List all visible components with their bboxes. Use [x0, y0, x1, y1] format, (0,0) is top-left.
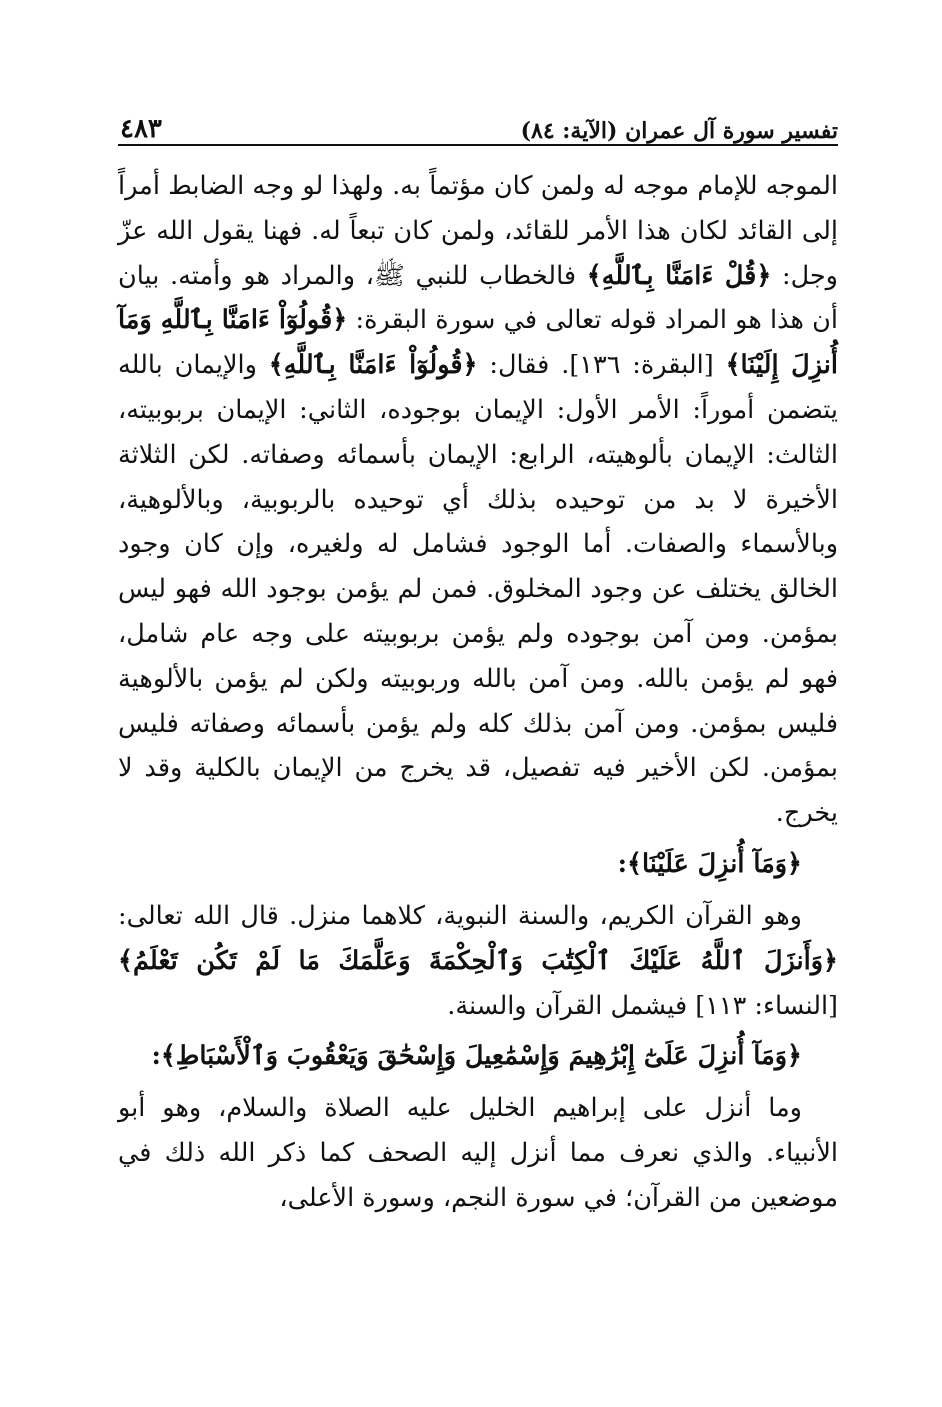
text-segment: قال الله تعالى:	[118, 900, 279, 931]
text-line: أبو الأنبياء. والذي نعرف مما أنزل إليه الصحف كما ذكر الله	[118, 1093, 838, 1169]
text-line: ذلك في موضعين من القرآن؛ في سورة النجم، وسورة الأعلى،	[118, 1138, 838, 1213]
text-line: فيه تفصيل، قد يخرج من الإيمان بالكلية وقد لا يخرج.	[118, 753, 838, 829]
quran-quote: ﴿قُولُوٓاْ ءَامَنَّا بِٱللَّهِ وَمَآ أُنزِلَ إِلَيْنَا﴾	[118, 305, 838, 381]
text-segment: فالخطاب للنبي ﷺ، والمراد	[280, 260, 587, 291]
paragraph-3	[118, 1086, 838, 1220]
text-line: الثاني: الإيمان بربوبيته، الثالث: الإيمان بألوهيته، الرابع: الإيمان	[118, 394, 839, 470]
quran-quote: ﴿قُولُوٓاْ ءَامَنَّا بِٱللَّهِ﴾	[268, 350, 478, 381]
book-page	[118, 104, 838, 1374]
text-line: وما أنزل على إبراهيم الخليل عليه الصلاة والسلام، وهو	[162, 1093, 802, 1124]
text-line: أمراً إلى القائد لكان هذا الأمر للقائد، ولمن كان تبعاً له. فهنا	[118, 171, 839, 246]
text-segment: يقول الله عزّ وجل:	[118, 215, 838, 291]
quran-quote: ﴿قُلْ ءَامَنَّا بِٱللَّهِ﴾	[586, 260, 772, 291]
verse-heading: ﴿وَمَآ أُنزِلَ عَلَىٰٓ إِبْرَٰهِيمَ وَإِسْمَٰعِيلَ وَإِسْحَٰقَ وَيَعْقُوبَ وَٱلْأَسْبَاطِ﴾:	[151, 1041, 802, 1072]
body-text	[118, 164, 838, 1221]
text-segment: والإيمان بالله يتضمن أموراً: الأمر الأول: الإيمان بوجوده،	[118, 350, 839, 425]
text-line: آمن بذلك كله ولم يؤمن بأسمائه وصفاته فليس بمؤمن. لكن الأخير	[118, 708, 839, 784]
text-line: بوجوده ولم يؤمن بربوبيته على وجه عام شامل، فهو لم يؤمن بالله.	[118, 618, 839, 694]
text-segment: [النساء: ١١٣] فيشمل القرآن والسنة.	[447, 990, 838, 1021]
text-line: الموجه للإمام موجه له ولمن كان مؤتماً به. ولهذا لو وجه الضابط	[168, 171, 838, 201]
text-line: وهو القرآن الكريم، والسنة النبوية، كلاهما منزل.	[289, 900, 802, 931]
text-line: المخلوق. فمن لم يؤمن بوجود الله فهو ليس بمؤمن. ومن آمن	[118, 574, 838, 649]
text-line: ومن آمن بالله وربوبيته ولكن لم يؤمن بالألوهية فليس بمؤمن. ومن	[118, 663, 839, 739]
running-title: تفسير سورة آل عمران (الآية: ٨٤)	[520, 118, 838, 144]
paragraph-1	[118, 164, 838, 836]
text-line: هو وأمته. بيان أن هذا هو المراد قوله تعالى في سورة البقرة:	[118, 260, 838, 336]
text-segment: [البقرة: ١٣٦]. فقال:	[477, 350, 726, 381]
quran-quote: ﴿وَأَنزَلَ ٱللَّهُ عَلَيْكَ ٱلْكِتَٰبَ وَٱلْحِكْمَةَ وَعَلَّمَكَ مَا لَمْ تَكُن تَعْلَمُ﴾	[118, 945, 838, 976]
verse-heading: ﴿وَمَآ أُنزِلَ عَلَيْنَا﴾:	[617, 848, 802, 879]
text-line: توحيده بالربوبية، وبالألوهية، وبالأسماء والصفات. أما الوجود	[118, 484, 839, 560]
page-number: ٤٨٣	[120, 114, 162, 144]
text-line: فشامل له ولغيره، وإن كان وجود الخالق يختلف عن وجود	[118, 529, 838, 605]
running-header	[118, 104, 838, 146]
paragraph-2	[118, 894, 838, 1028]
text-line: بأسمائه وصفاته. لكن الثلاثة الأخيرة لا بد من توحيده بذلك أي	[118, 439, 838, 515]
